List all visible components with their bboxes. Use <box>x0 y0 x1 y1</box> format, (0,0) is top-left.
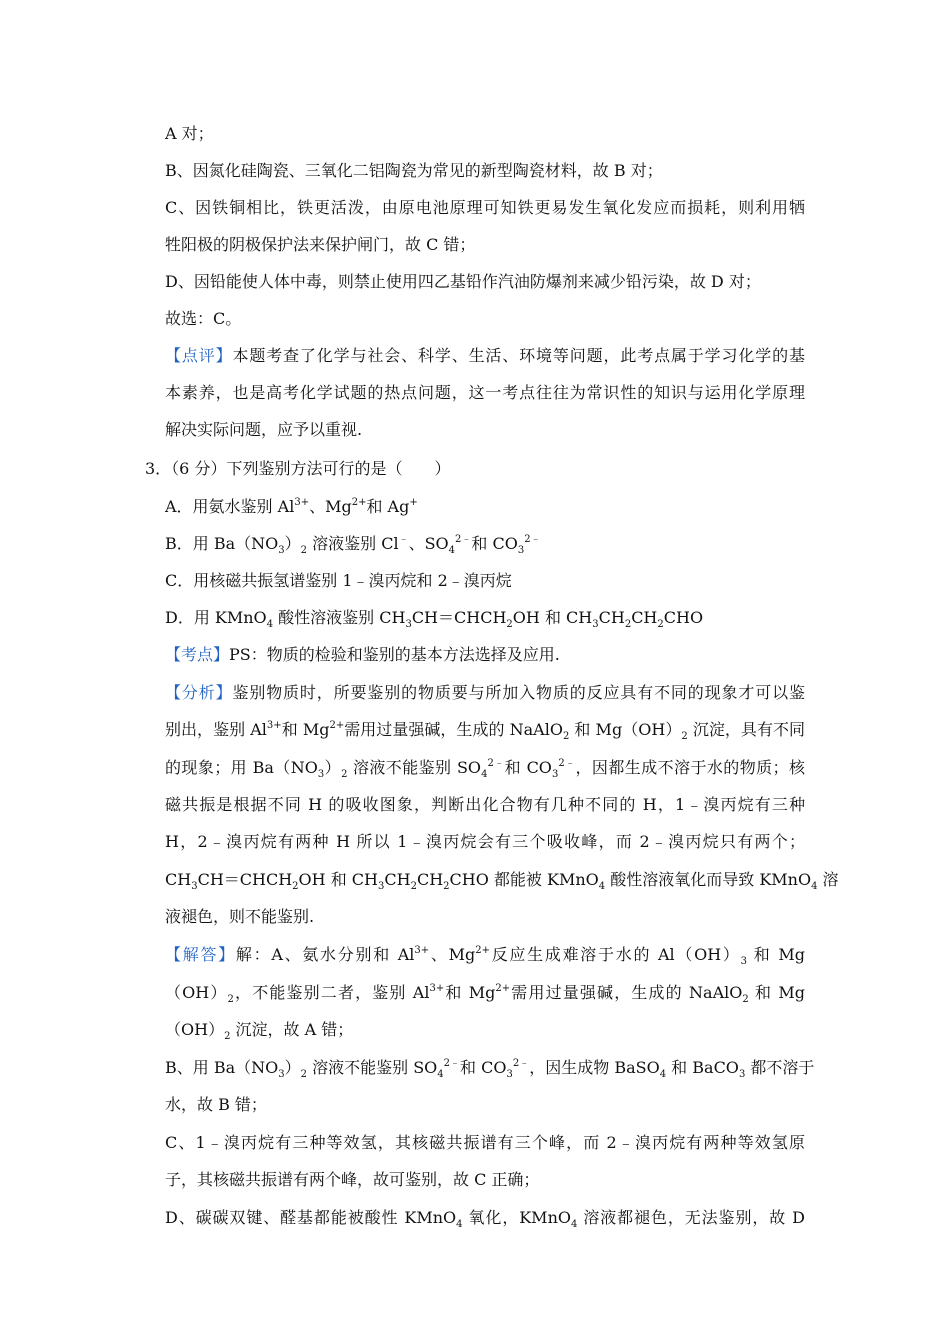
text-line: $(OH)_2$，不能鉴别二者，鉴别 $Al^{3+}$和 $Mg^{2+}$需用过量强碱，生成的 NaAlO$_2$ 和 Mg <box>165 983 805 1005</box>
text-line: C、1﹣溴丙烷有三种等效氢，其核磁共振谱有三个峰，而 2﹣溴丙烷有两种等效氢原 <box>165 1133 805 1152</box>
comment-tag: 【点评】 <box>165 346 233 365</box>
comment-paragraph: 【点评】本题考查了化学与社会、科学、生活、环境等问题，此考点属于学习化学的基 <box>165 346 805 365</box>
text-line: 本素养，也是高考化学试题的热点问题，这一考点往往为常识性的知识与运用化学原理 <box>165 383 805 402</box>
option-b: B．用 $Ba(NO_3)_2$ 溶液鉴别 Cl﹣、$SO_4^{2﹣}$和 $CO_3^{2﹣}$ <box>165 534 541 556</box>
text-line: $CH_3CH=CHCH_2OH$ 和 $CH_3CH_2CH_2CHO$ 都能被 KMnO$_4$ 酸性溶液氧化而导致 KMnO$_4$ 溶 <box>165 870 839 892</box>
question-3-title: 3．（6 分）下列鉴别方法可行的是（ ） <box>145 459 451 478</box>
text-line: 液褪色，则不能鉴别. <box>165 907 315 926</box>
text-line: 水，故 B 错； <box>165 1095 267 1114</box>
analysis-paragraph: 【分析】鉴别物质时，所要鉴别的物质要与所加入物质的反应具有不同的现象才可以鉴 <box>165 683 805 702</box>
kaodian-tag: 【考点】 <box>165 645 230 664</box>
text-line: 子，其核磁共振谱有两个峰，故可鉴别，故 C 正确； <box>165 1170 540 1189</box>
option-c: C．用核磁共振氢谱鉴别 1﹣溴丙烷和 2﹣溴丙烷 <box>165 571 512 590</box>
text-line: D、因铅能使人体中毒，则禁止使用四乙基铅作汽油防爆剂来减少铅污染，故 D 对； <box>165 272 761 291</box>
kaodian-paragraph: 【考点】PS：物质的检验和鉴别的基本方法选择及应用. <box>165 645 560 664</box>
text-line: 故选：C。 <box>165 309 242 328</box>
text-line: A 对； <box>165 124 214 143</box>
text-line: C、因铁铜相比，铁更活泼，由原电池原理可知铁更易发生氧化发应而损耗，则利用牺 <box>165 198 805 217</box>
text-line: B、因氮化硅陶瓷、三氧化二铝陶瓷为常见的新型陶瓷材料，故 B 对； <box>165 161 663 180</box>
answer-tag: 【解答】 <box>165 945 236 964</box>
text-line: 解决实际问题，应予以重视. <box>165 420 363 439</box>
analysis-tag: 【分析】 <box>165 683 233 702</box>
answer-paragraph: 【解答】解：A、氨水分别和 $Al^{3+}$、$Mg^{2+}$反应生成难溶于水的 $Al(OH)_3$ 和 Mg <box>165 945 805 967</box>
option-a: A．用氨水鉴别 $Al^{3+}$、$Mg^{2+}$和 Ag+ <box>165 497 418 516</box>
text-line: 牲阳极的阴极保护法来保护闸门，故 C 错； <box>165 235 476 254</box>
text-line: $(OH)_2$ 沉淀，故 A 错； <box>165 1020 354 1042</box>
text-line: 别出，鉴别 $Al^{3+}$和 $Mg^{2+}$需用过量强碱，生成的 NaAlO$_2$ 和 $Mg(OH)_2$ 沉淀，具有不同 <box>165 720 805 742</box>
text-line: 磁共振是根据不同 H 的吸收图象，判断出化合物有几种不同的 H，1﹣溴丙烷有三种 <box>165 795 805 814</box>
option-d: D．用 KMnO$_4$ 酸性溶液鉴别 $CH_3CH=CHCH_2OH$ 和 $CH_3CH_2CH_2CHO$ <box>165 608 704 630</box>
text-line: B、用 $Ba(NO_3)_2$ 溶液不能鉴别 $SO_4^{2﹣}$和 $CO_3^{2﹣}$，因生成物 BaSO$_4$ 和 BaCO$_3$ 都不溶于 <box>165 1058 815 1080</box>
text-line: H，2﹣溴丙烷有两种 H 所以 1﹣溴丙烷会有三个吸收峰，而 2﹣溴丙烷只有两个； <box>165 832 805 851</box>
text-line: 的现象；用 $Ba(NO_3)_2$ 溶液不能鉴别 $SO_4^{2﹣}$和 $CO_3^{2﹣}$，因都生成不溶于水的物质；核 <box>165 758 805 780</box>
text-line: D、碳碳双键、醛基都能被酸性 KMnO$_4$ 氧化，KMnO$_4$ 溶液都褪色，无法鉴别，故 D <box>165 1208 805 1230</box>
